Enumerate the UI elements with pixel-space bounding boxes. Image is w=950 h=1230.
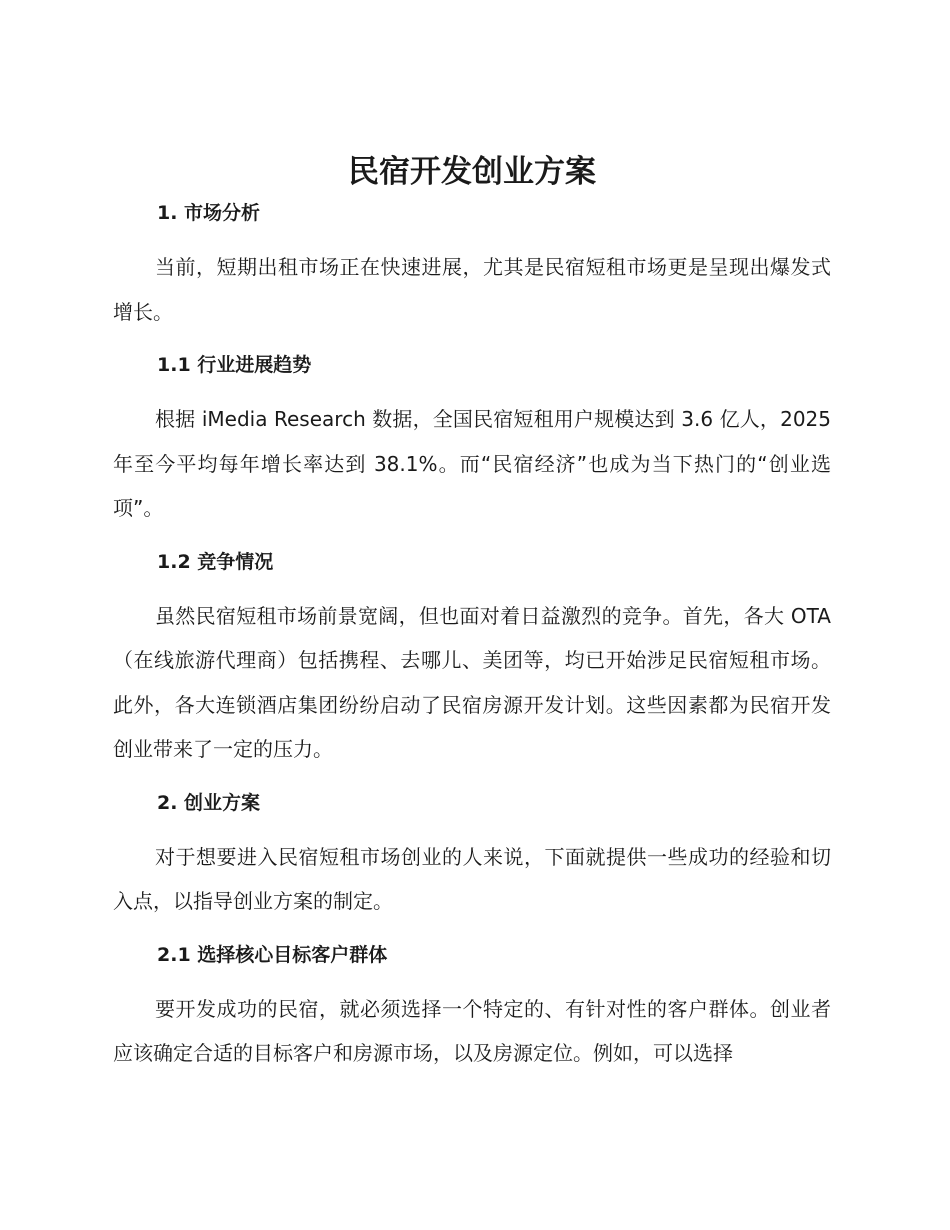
paragraph-target-customers: 要开发成功的民宿，就必须选择一个特定的、有针对性的客户群体。创业者应该确定合适的目标客户和房源市场，以及房源定位。例如，可以选择 (113, 996, 831, 1065)
section-heading-startup-plan: 2. 创业方案 (157, 791, 261, 814)
document-page (113, 150, 831, 1076)
paragraph-startup-plan: 对于想要进入民宿短租市场创业的人来说，下面就提供一些成功的经验和切入点，以指导创业方案的制定。 (113, 844, 831, 913)
document-title: 民宿开发创业方案 (348, 154, 596, 190)
section-heading-market-analysis: 1. 市场分析 (157, 202, 261, 224)
paragraph-competition: 虽然民宿短租市场前景宽阔，但也面对着日益激烈的竞争。首先，各大 OTA（在线旅游代理商）包括携程、去哪儿、美团等，均已开始涉足民宿短租市场。此外，各大连锁酒店集团纷纷启动了民宿房源开发计划。这些因素都为民宿开发创业带来了一定的压力。 (113, 603, 831, 761)
section-heading-competition: 1.2 竞争情况 (157, 550, 274, 573)
paragraph-market-overview: 当前，短期出租市场正在快速进展，尤其是民宿短租市场更是呈现出爆发式增长。 (113, 255, 831, 324)
section-heading-industry-trend: 1.1 行业进展趋势 (157, 354, 312, 376)
paragraph-industry-trend: 根据 iMedia Research 数据，全国民宿短租用户规模达到 3.6 亿人，2025 年至今平均每年增长率达到 38.1%。而“民宿经济”也成为当下热门的“创业选项”。 (113, 407, 831, 520)
section-heading-target-customers: 2.1 选择核心目标客户群体 (157, 943, 388, 966)
